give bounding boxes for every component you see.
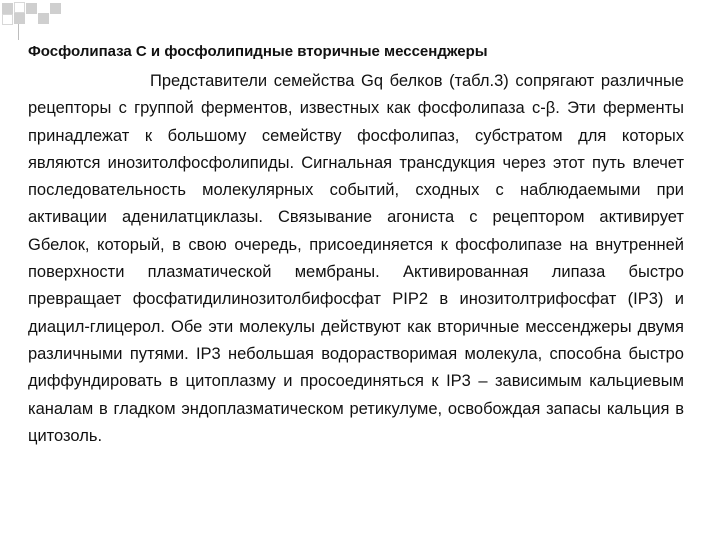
deco-square xyxy=(38,13,49,24)
deco-square xyxy=(26,3,37,14)
corner-decoration xyxy=(0,0,64,40)
slide-content xyxy=(28,42,684,450)
deco-square xyxy=(50,3,61,14)
slide-title: Фосфолипаза С и фосфолипидные вторичные мессенджеры xyxy=(28,43,488,60)
deco-square xyxy=(14,2,25,13)
deco-line xyxy=(18,24,19,40)
slide-body-text: Представители семейства Gq белков (табл.3) сопрягают различные рецепторы с группой ферментов, известных как фосфолипаза с-β. Эти ферменты принадлежат к большому семейству фосфолипаз, субстратом для которых являются инозитолфосфолипиды. Сигнальная трансдукция через этот путь влечет последовательность молекулярных событий, сходных с наблюдаемыми при активации аденилатциклазы. Связывание агониста с рецептором активирует Gбелок, который, в свою очередь, присоединяется к фосфолипазе на внутренней поверхности плазматической мембраны. Активированная липаза быстро превращает фосфатидилинозитолбифосфат PIP2 в инозитолтрифосфат (IP3) и диацил-глицерол. Обе эти молекулы действуют как вторичные мессенджеры двумя различными путями. IP3 небольшая водорастворимая молекула, способна быстро диффундировать в цитоплазму и просоединяться к IP3 – зависимым кальциевым каналам в гладком эндоплазматическом ретикулуме, освобождая запасы кальция в цитозоль. xyxy=(28,72,684,445)
deco-square xyxy=(14,13,25,24)
deco-square xyxy=(2,14,13,25)
deco-square xyxy=(2,3,13,14)
